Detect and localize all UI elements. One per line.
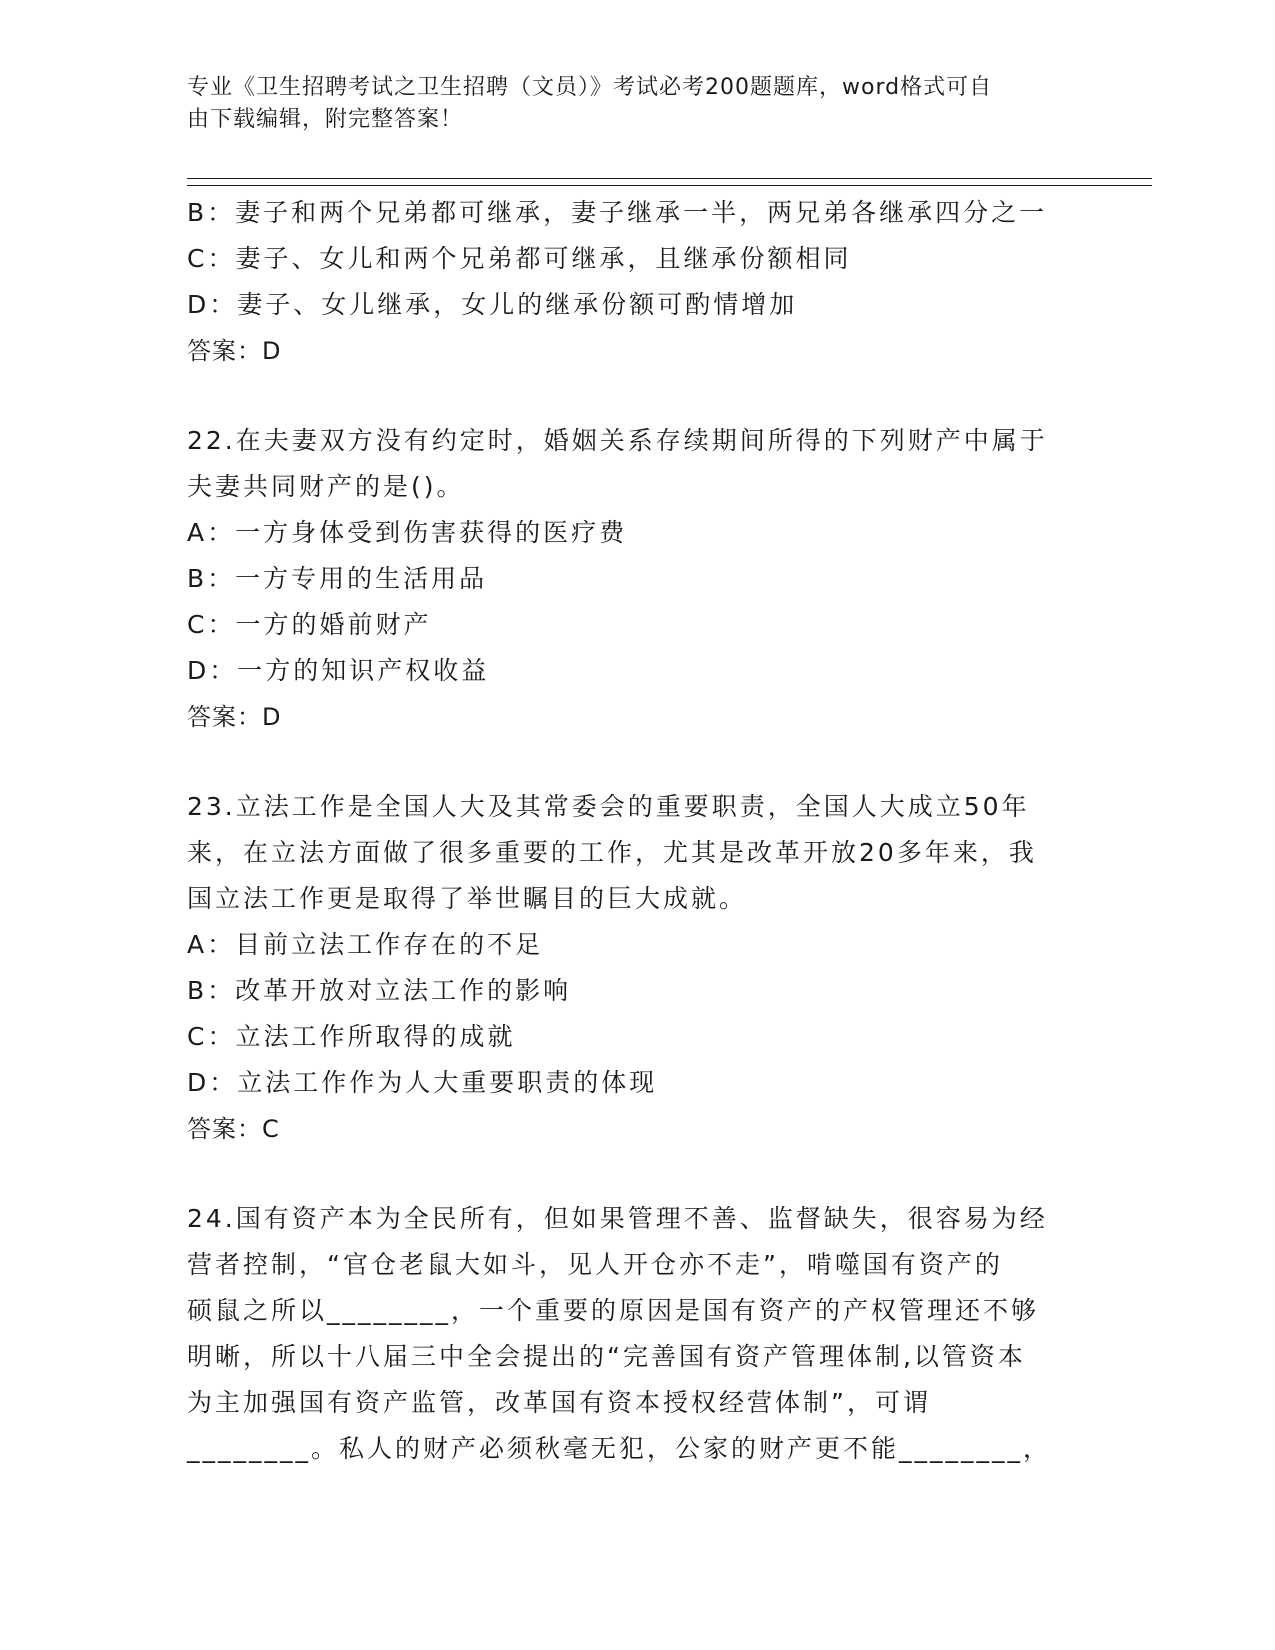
stem-line: 硕鼠之所以________，一个重要的原因是国有资产的产权管理还不够 — [187, 1296, 1040, 1325]
stem-line: 明晰，所以十八届三中全会提出的“完善国有资产管理体制,以管资本 — [187, 1342, 1026, 1371]
question-stem — [187, 418, 1077, 510]
stem-line: 23.立法工作是全国人大及其常委会的重要职责，全国人大成立50年 — [187, 792, 1030, 821]
answer-line: 答案：D — [187, 337, 282, 365]
option-d: D：一方的知识产权收益 — [187, 656, 490, 685]
stem-line: 22.在夫妻双方没有约定时，婚姻关系存续期间所得的下列财产中属于 — [187, 426, 1048, 455]
stem-line: 24.国有资产本为全民所有，但如果管理不善、监督缺失，很容易为经 — [187, 1204, 1048, 1233]
option-a: A：一方身体受到伤害获得的医疗费 — [187, 518, 628, 547]
stem-line: 夫妻共同财产的是()。 — [187, 472, 465, 501]
header-double-rule — [187, 178, 1152, 186]
document-body — [187, 190, 1077, 1472]
stem-line: 为主加强国有资产监管，改革国有资本授权经营体制”，可谓 — [187, 1388, 931, 1417]
answer-line: 答案：C — [187, 1115, 280, 1143]
document-header — [187, 72, 1077, 136]
header-line-2: 由下载编辑，附完整答案！ — [187, 107, 464, 132]
stem-line: ________。私人的财产必须秋毫无犯，公家的财产更不能________， — [187, 1434, 1052, 1463]
option-c: C：一方的婚前财产 — [187, 610, 432, 639]
option-d: D：妻子、女儿继承，女儿的继承份额可酌情增加 — [187, 290, 798, 319]
option-a: A：目前立法工作存在的不足 — [187, 930, 544, 959]
option-d: D：立法工作作为人大重要职责的体现 — [187, 1068, 658, 1097]
stem-line: 营者控制，“官仓老鼠大如斗，见人开仓亦不走”，啃噬国有资产的 — [187, 1250, 1003, 1279]
stem-line: 国立法工作更是取得了举世瞩目的巨大成就。 — [187, 884, 748, 913]
option-b: B：改革开放对立法工作的影响 — [187, 976, 572, 1005]
header-line-1: 专业《卫生招聘考试之卫生招聘（文员）》考试必考200题题库，word格式可自 — [187, 75, 993, 100]
question-24 — [187, 1196, 1077, 1472]
question-21-continued — [187, 190, 1077, 374]
question-23 — [187, 784, 1077, 1152]
option-b: B：妻子和两个兄弟都可继承，妻子继承一半，两兄弟各继承四分之一 — [187, 198, 1048, 227]
question-stem — [187, 784, 1077, 922]
option-c: C：立法工作所取得的成就 — [187, 1022, 516, 1051]
stem-line: 来，在立法方面做了很多重要的工作，尤其是改革开放20多年来，我 — [187, 838, 1037, 867]
question-22 — [187, 418, 1077, 740]
answer-line: 答案：D — [187, 703, 282, 731]
option-c: C：妻子、女儿和两个兄弟都可继承，且继承份额相同 — [187, 244, 852, 273]
option-b: B：一方专用的生活用品 — [187, 564, 488, 593]
question-stem — [187, 1196, 1077, 1472]
